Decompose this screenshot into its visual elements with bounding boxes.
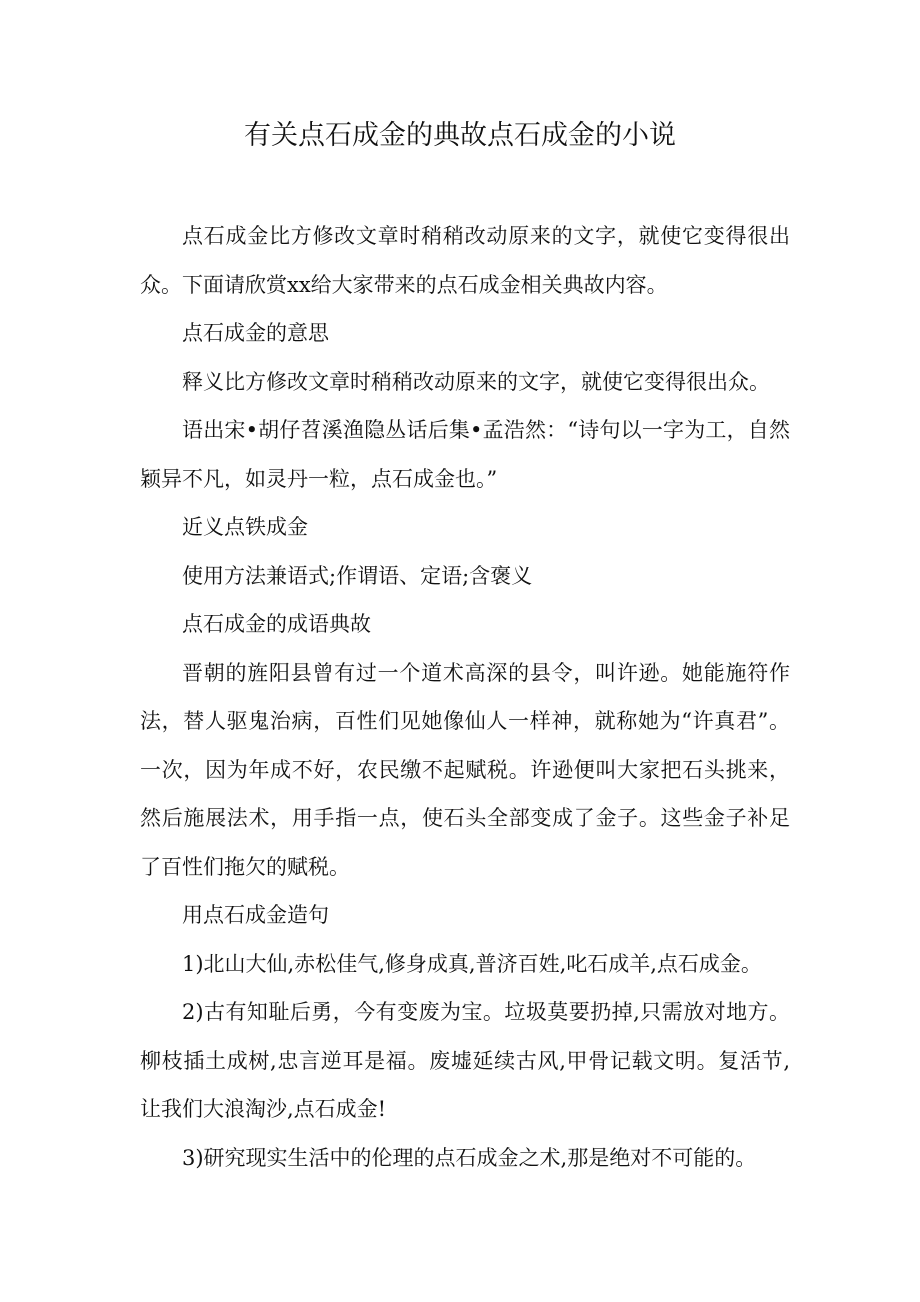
document-body xyxy=(140,212,790,1182)
paragraph-example-1: 1)北山大仙,赤松佳气,修身成真,普济百姓,叱石成羊,点石成金。 xyxy=(182,951,762,976)
paragraph-intro: 点石成金比方修改文章时稍稍改动原来的文字，就使它变得很出众。下面请欣赏xx给大家带来的点石成金相关典故内容。 xyxy=(140,224,790,297)
heading-story: 点石成金的成语典故 xyxy=(182,612,371,636)
paragraph-source: 语出宋•胡仔苕溪渔隐丛话后集•孟浩然：“诗句以一字为工，自然颖异不凡，如灵丹一粒，点石成金也。” xyxy=(140,418,790,491)
paragraph-definition: 释义比方修改文章时稍稍改动原来的文字，就使它变得很出众。 xyxy=(182,369,770,394)
paragraph-example-2: 2)古有知耻后勇，今有变废为宝。垃圾莫要扔掉,只需放对地方。柳枝插土成树,忠言逆耳是福。废墟延续古风,甲骨记载文明。复活节,让我们大浪淘沙,点石成金! xyxy=(140,1000,790,1121)
heading-examples: 用点石成金造句 xyxy=(182,903,329,927)
document-title: 有关点石成金的典故点石成金的小说 xyxy=(244,120,676,151)
paragraph-example-3: 3)研究现实生活中的伦理的点石成金之术,那是绝对不可能的。 xyxy=(182,1145,757,1170)
paragraph-synonym: 近义点铁成金 xyxy=(182,515,308,539)
paragraph-usage: 使用方法兼语式;作谓语、定语;含褒义 xyxy=(182,563,533,588)
heading-meaning: 点石成金的意思 xyxy=(182,321,329,345)
paragraph-story: 晋朝的旌阳县曾有过一个道术高深的县令，叫许逊。她能施符作法，替人驱鬼治病，百性们见她像仙人一样神，就称她为“许真君”。一次，因为年成不好，农民缴不起赋税。许逊便叫大家把石头挑来，然后施展法术，用手指一点，使石头全部变成了金子。这些金子补足了百性们拖欠的赋税。 xyxy=(140,660,790,879)
